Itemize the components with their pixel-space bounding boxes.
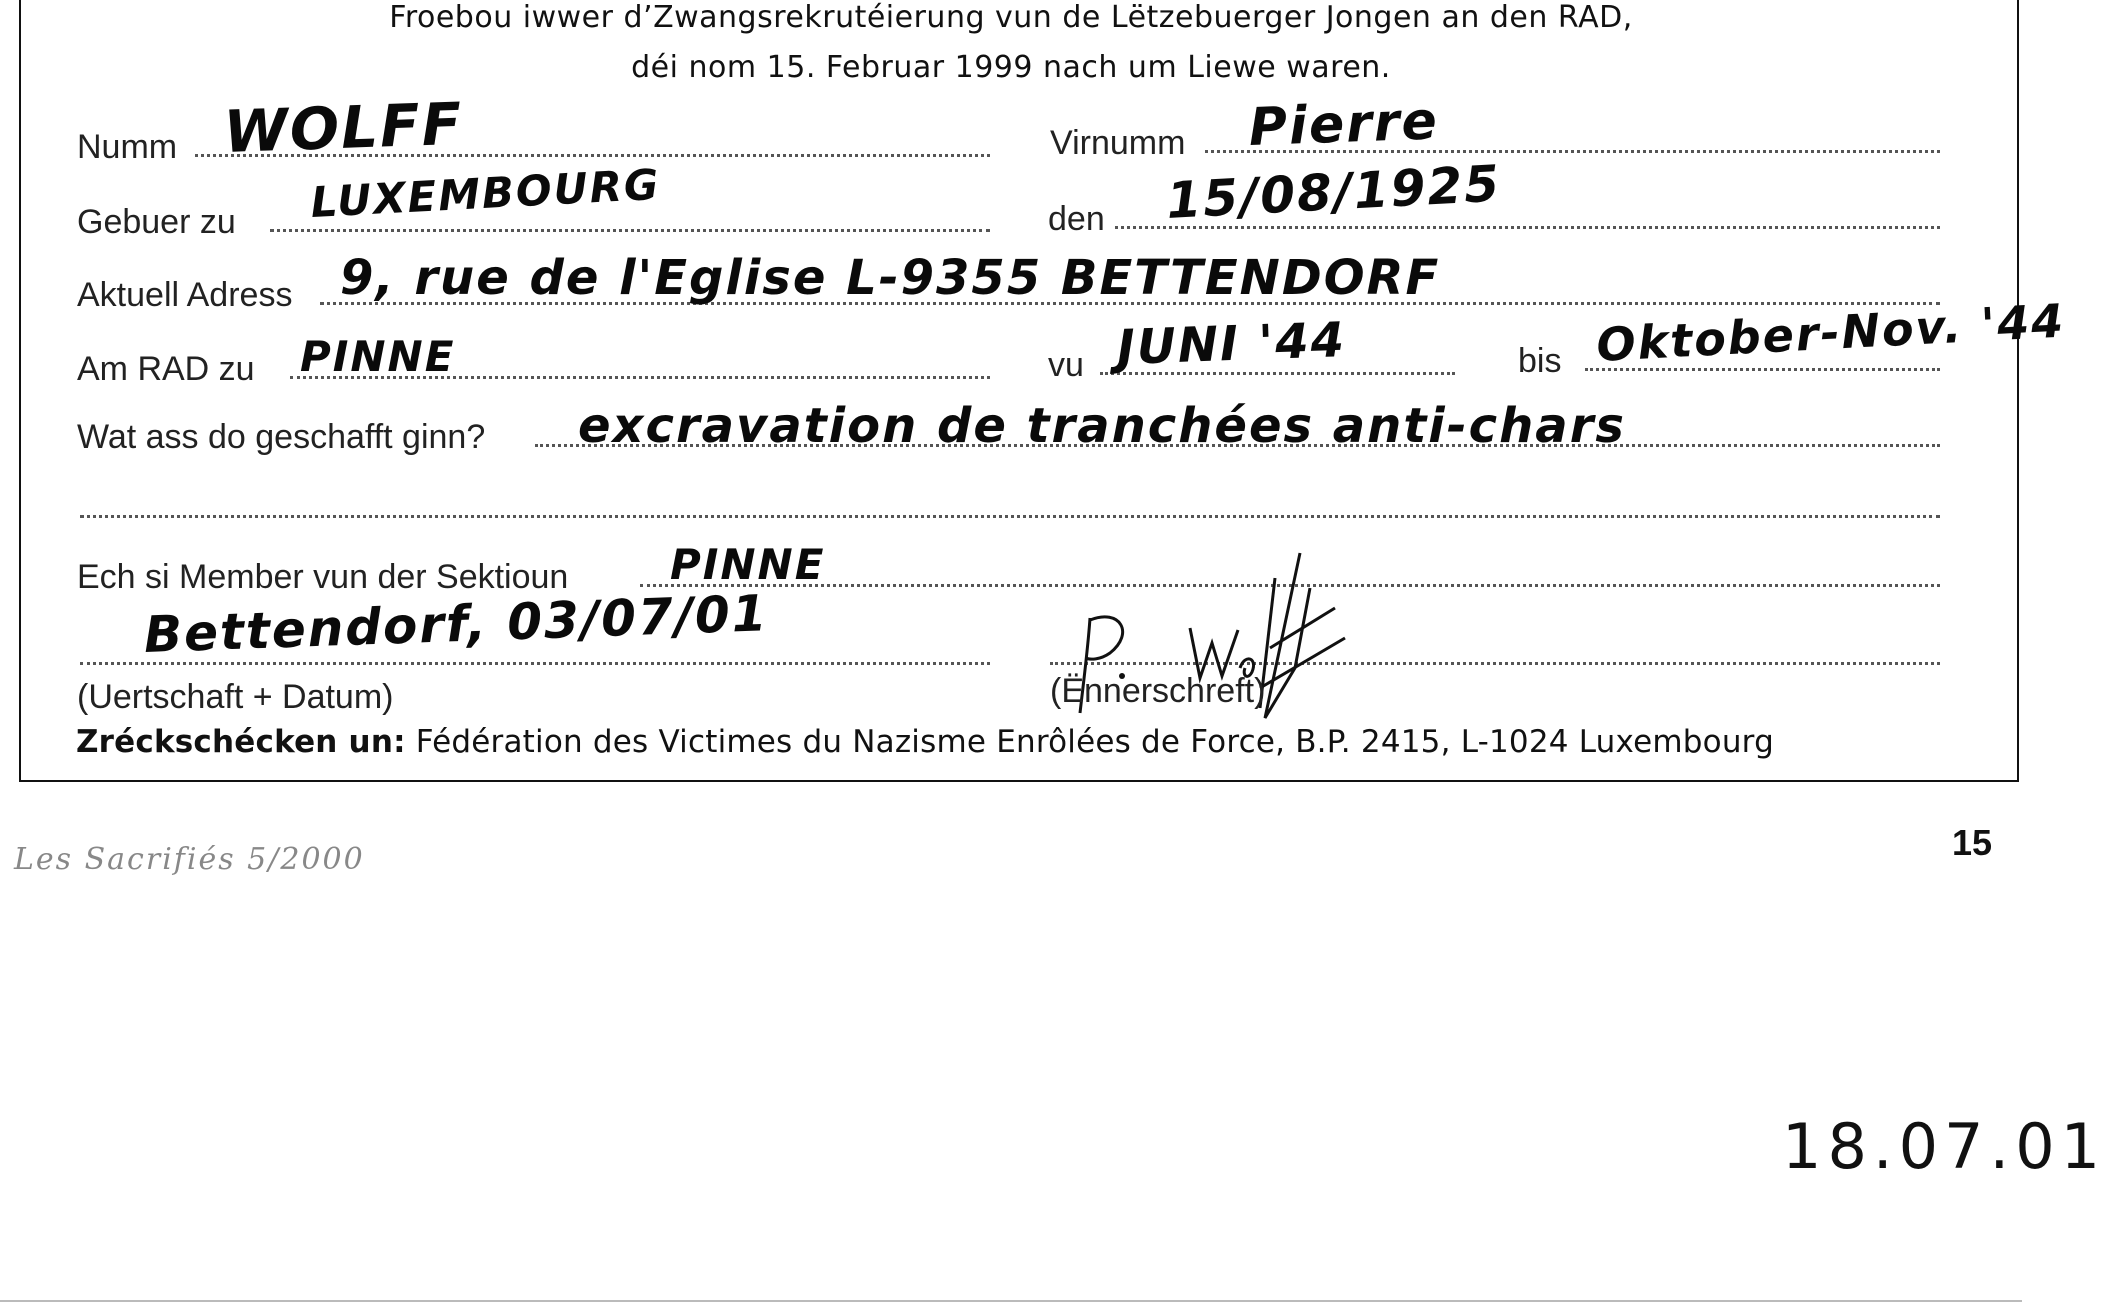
return-address-text: Fédération des Victimes du Nazisme Enrôlées de Force, B.P. 2415, L-1024 Luxembourg	[415, 724, 1774, 760]
vu-value: JUNI '44	[1116, 312, 1347, 376]
ort-datum-dotted-line	[80, 662, 990, 665]
signature-stroke	[1190, 628, 1238, 678]
scan-edge-line	[0, 1300, 2022, 1302]
numm-value: WOLFF	[222, 89, 465, 166]
bis-value: Oktober-Nov. '44	[1595, 293, 2067, 372]
uertschaft-label: (Uertschaft + Datum)	[77, 678, 394, 716]
rad-label: Am RAD zu	[77, 350, 255, 388]
return-address	[76, 724, 1774, 760]
rad-value: PINNE	[300, 332, 456, 381]
virnumm-label: Virnumm	[1050, 124, 1186, 162]
gebuer-label: Gebuer zu	[77, 203, 236, 241]
vu-label: vu	[1048, 346, 1084, 384]
den-label: den	[1048, 200, 1105, 238]
sektioun-value: PINNE	[670, 540, 826, 589]
signature-stroke	[1086, 617, 1123, 659]
journal-title: Les Sacrifiés 5/2000	[14, 842, 365, 877]
den-dotted-line	[1115, 226, 1940, 229]
signature-stroke	[1270, 608, 1335, 648]
gebuer-dotted-line	[270, 229, 990, 232]
geschafft-value: excravation de tranchées anti-chars	[578, 398, 1626, 454]
page-number: 15	[1952, 822, 1993, 863]
adress-value: 9, rue de l'Eglise L-9355 BETTENDORF	[340, 250, 1441, 306]
form-header-line1: Froebou iwwer d’Zwangsrekrutéierung vun de Lëtzebuerger Jongen an den RAD,	[389, 0, 1633, 35]
ort-datum-value: Bettendorf, 03/07/01	[142, 584, 770, 664]
bis-label: bis	[1518, 342, 1562, 380]
handwritten-received-date: 18.07.01	[1782, 1110, 2106, 1183]
sektioun-label: Ech si Member vun der Sektioun	[77, 558, 569, 596]
gebuer-value: LUXEMBOURG	[309, 159, 662, 227]
virnumm-value: Pierre	[1247, 91, 1440, 158]
den-value: 15/08/1925	[1164, 154, 1503, 230]
continuation-dotted-line	[80, 515, 1940, 518]
adress-label: Aktuell Adress	[77, 276, 293, 314]
form-header-line2: déi nom 15. Februar 1999 nach um Liewe waren.	[631, 50, 1391, 85]
numm-label: Numm	[77, 128, 178, 166]
ennerschreft-label: (Ënnerschreft)	[1050, 672, 1266, 710]
geschafft-label: Wat ass do geschafft ginn?	[77, 418, 486, 456]
return-prefix: Zréckschécken un:	[76, 724, 406, 760]
